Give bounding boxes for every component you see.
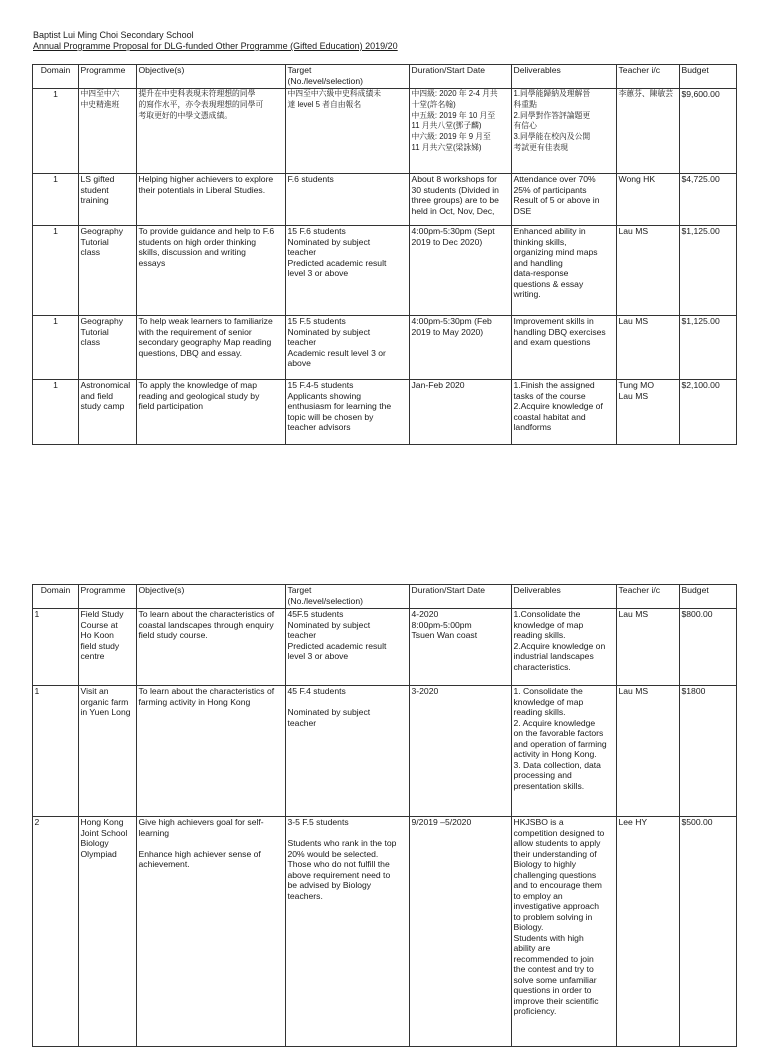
col-header-objectives: Objective(s) <box>137 65 286 89</box>
cell-deliverables: 1.同學能歸納及理解晉 科重點 2.同學對作答評論題更 有信心 3.同學能在校內及公開 考試更有佳表現 <box>512 89 617 174</box>
col-header-duration: Duration/Start Date <box>410 585 512 609</box>
cell-duration: 3-2020 <box>410 686 512 817</box>
cell-deliverables: Enhanced ability in thinking skills, organizing mind maps and handling data-response questions & essay writing. <box>512 226 617 316</box>
table-row <box>33 817 737 1047</box>
cell-deliverables: 1. Consolidate the knowledge of map reading skills. 2. Acquire knowledge on the favorable factors and operation of farming activity in Hong Kong. 3. Data collection, data processing and presentation skills. <box>512 686 617 817</box>
table-row <box>33 380 737 445</box>
cell-programme: Astronomical and field study camp <box>79 380 137 445</box>
table-header-row <box>33 585 737 609</box>
cell-domain: 1 <box>33 686 79 817</box>
cell-domain: 2 <box>33 817 79 1047</box>
col-header-teacher: Teacher i/c <box>617 585 680 609</box>
col-header-budget: Budget <box>680 65 737 89</box>
col-header-objectives: Objective(s) <box>137 585 286 609</box>
cell-deliverables: HKJSBO is a competition designed to allow students to apply their understanding of Biology to highly challenging questions and to encourage them to employ an investigative approach to problem solving in Biology. Students with high ability are recommended to join the contest and try to solve some unfamiliar questions in order to improve their scientific proficiency. <box>512 817 617 1047</box>
cell-objective: 提升在中史科表現未符理想的同學 的寫作水平，亦令表現理想的同學可 考取更好的中學文憑成績。 <box>137 89 286 174</box>
cell-deliverables: Attendance over 70% 25% of participants Result of 5 or above in DSE <box>512 174 617 226</box>
table-row <box>33 174 737 226</box>
col-header-domain: Domain <box>33 65 79 89</box>
col-header-programme: Programme <box>79 585 137 609</box>
cell-budget: $1800 <box>680 686 737 817</box>
cell-budget: $9,600.00 <box>680 89 737 174</box>
cell-budget: $500.00 <box>680 817 737 1047</box>
cell-teacher: Lau MS <box>617 609 680 686</box>
cell-domain: 1 <box>33 226 79 316</box>
cell-budget: $800.00 <box>680 609 737 686</box>
cell-budget: $1,125.00 <box>680 316 737 380</box>
col-header-duration: Duration/Start Date <box>410 65 512 89</box>
table-row <box>33 226 737 316</box>
col-header-target: Target (No./level/selection) <box>286 585 410 609</box>
cell-programme: Geography Tutorial class <box>79 316 137 380</box>
cell-target: 中四至中六級中史科成績未 達 level 5 者自由報名 <box>286 89 410 174</box>
cell-objective: To apply the knowledge of map reading and geological study by field participation <box>137 380 286 445</box>
cell-target: F.6 students <box>286 174 410 226</box>
cell-budget: $4,725.00 <box>680 174 737 226</box>
cell-budget: $1,125.00 <box>680 226 737 316</box>
cell-target: 15 F.5 students Nominated by subject teacher Academic result level 3 or above <box>286 316 410 380</box>
cell-teacher: 李蕙芬、陳敏芸 <box>617 89 680 174</box>
cell-budget: $2,100.00 <box>680 380 737 445</box>
cell-objective: To learn about the characteristics of coastal landscapes through enquiry field study course. <box>137 609 286 686</box>
cell-programme: Field Study Course at Ho Koon field study centre <box>79 609 137 686</box>
col-header-deliverables: Deliverables <box>512 65 617 89</box>
cell-duration: About 8 workshops for 30 students (Divided in three groups) are to be held in Oct, Nov, Dec, <box>410 174 512 226</box>
document-title: Annual Programme Proposal for DLG-funded Other Programme (Gifted Education) 2019/20 <box>33 41 398 51</box>
table-row <box>33 609 737 686</box>
cell-duration: 4-2020 8:00pm-5:00pm Tsuen Wan coast <box>410 609 512 686</box>
cell-teacher: Lee HY <box>617 817 680 1047</box>
cell-objective: Give high achievers goal for self- learning Enhance high achiever sense of achievement. <box>137 817 286 1047</box>
programme-table-1 <box>32 64 737 445</box>
col-header-budget: Budget <box>680 585 737 609</box>
cell-programme: Hong Kong Joint School Biology Olympiad <box>79 817 137 1047</box>
cell-duration: 4:00pm-5:30pm (Feb 2019 to May 2020) <box>410 316 512 380</box>
table-row <box>33 89 737 174</box>
cell-objective: To learn about the characteristics of farming activity in Hong Kong <box>137 686 286 817</box>
cell-programme: Visit an organic farm in Yuen Long <box>79 686 137 817</box>
cell-target: 3-5 F.5 students Students who rank in the top 20% would be selected. Those who do not fulfill the above requirement need to be advised by Biology teachers. <box>286 817 410 1047</box>
school-name: Baptist Lui Ming Choi Secondary School <box>33 30 194 40</box>
programme-table-2 <box>32 584 737 1047</box>
cell-deliverables: Improvement skills in handling DBQ exercises and exam questions <box>512 316 617 380</box>
cell-target: 45 F.4 students Nominated by subject teacher <box>286 686 410 817</box>
cell-objective: To help weak learners to familiarize with the requirement of senior secondary geography Map reading questions, DBQ and essay. <box>137 316 286 380</box>
cell-programme: 中四至中六 中史精進班 <box>79 89 137 174</box>
cell-deliverables: 1.Consolidate the knowledge of map reading skills. 2.Acquire knowledge on industrial landscapes characteristics. <box>512 609 617 686</box>
table-row <box>33 686 737 817</box>
cell-teacher: Lau MS <box>617 686 680 817</box>
cell-objective: Helping higher achievers to explore their potentials in Liberal Studies. <box>137 174 286 226</box>
col-header-deliverables: Deliverables <box>512 585 617 609</box>
cell-domain: 1 <box>33 174 79 226</box>
cell-objective: To provide guidance and help to F.6 students on high order thinking skills, discussion and writing essays <box>137 226 286 316</box>
cell-teacher: Wong HK <box>617 174 680 226</box>
col-header-target: Target (No./level/selection) <box>286 65 410 89</box>
cell-teacher: Lau MS <box>617 316 680 380</box>
cell-domain: 1 <box>33 316 79 380</box>
col-header-programme: Programme <box>79 65 137 89</box>
cell-domain: 1 <box>33 609 79 686</box>
cell-domain: 1 <box>33 89 79 174</box>
cell-target: 15 F.6 students Nominated by subject teacher Predicted academic result level 3 or above <box>286 226 410 316</box>
cell-programme: Geography Tutorial class <box>79 226 137 316</box>
cell-duration: 4:00pm-5:30pm (Sept 2019 to Dec 2020) <box>410 226 512 316</box>
cell-domain: 1 <box>33 380 79 445</box>
table-row <box>33 316 737 380</box>
cell-deliverables: 1.Finish the assigned tasks of the course 2.Acquire knowledge of coastal habitat and landforms <box>512 380 617 445</box>
cell-duration: 9/2019 –5/2020 <box>410 817 512 1047</box>
cell-duration: 中四級: 2020 年 2-4 月共 十堂(許名翰) 中五級: 2019 年 10 月至 11 月共八堂(鄧子麟) 中六級: 2019 年 9 月至 11 月共六堂(梁詠娣) <box>410 89 512 174</box>
cell-target: 15 F.4-5 students Applicants showing enthusiasm for learning the topic will be chosen by teacher advisors <box>286 380 410 445</box>
cell-programme: LS gifted student training <box>79 174 137 226</box>
col-header-teacher: Teacher i/c <box>617 65 680 89</box>
col-header-domain: Domain <box>33 585 79 609</box>
cell-teacher: Tung MO Lau MS <box>617 380 680 445</box>
document-header <box>33 30 398 52</box>
table-header-row <box>33 65 737 89</box>
cell-teacher: Lau MS <box>617 226 680 316</box>
cell-duration: Jan-Feb 2020 <box>410 380 512 445</box>
cell-target: 45F.5 students Nominated by subject teacher Predicted academic result level 3 or above <box>286 609 410 686</box>
